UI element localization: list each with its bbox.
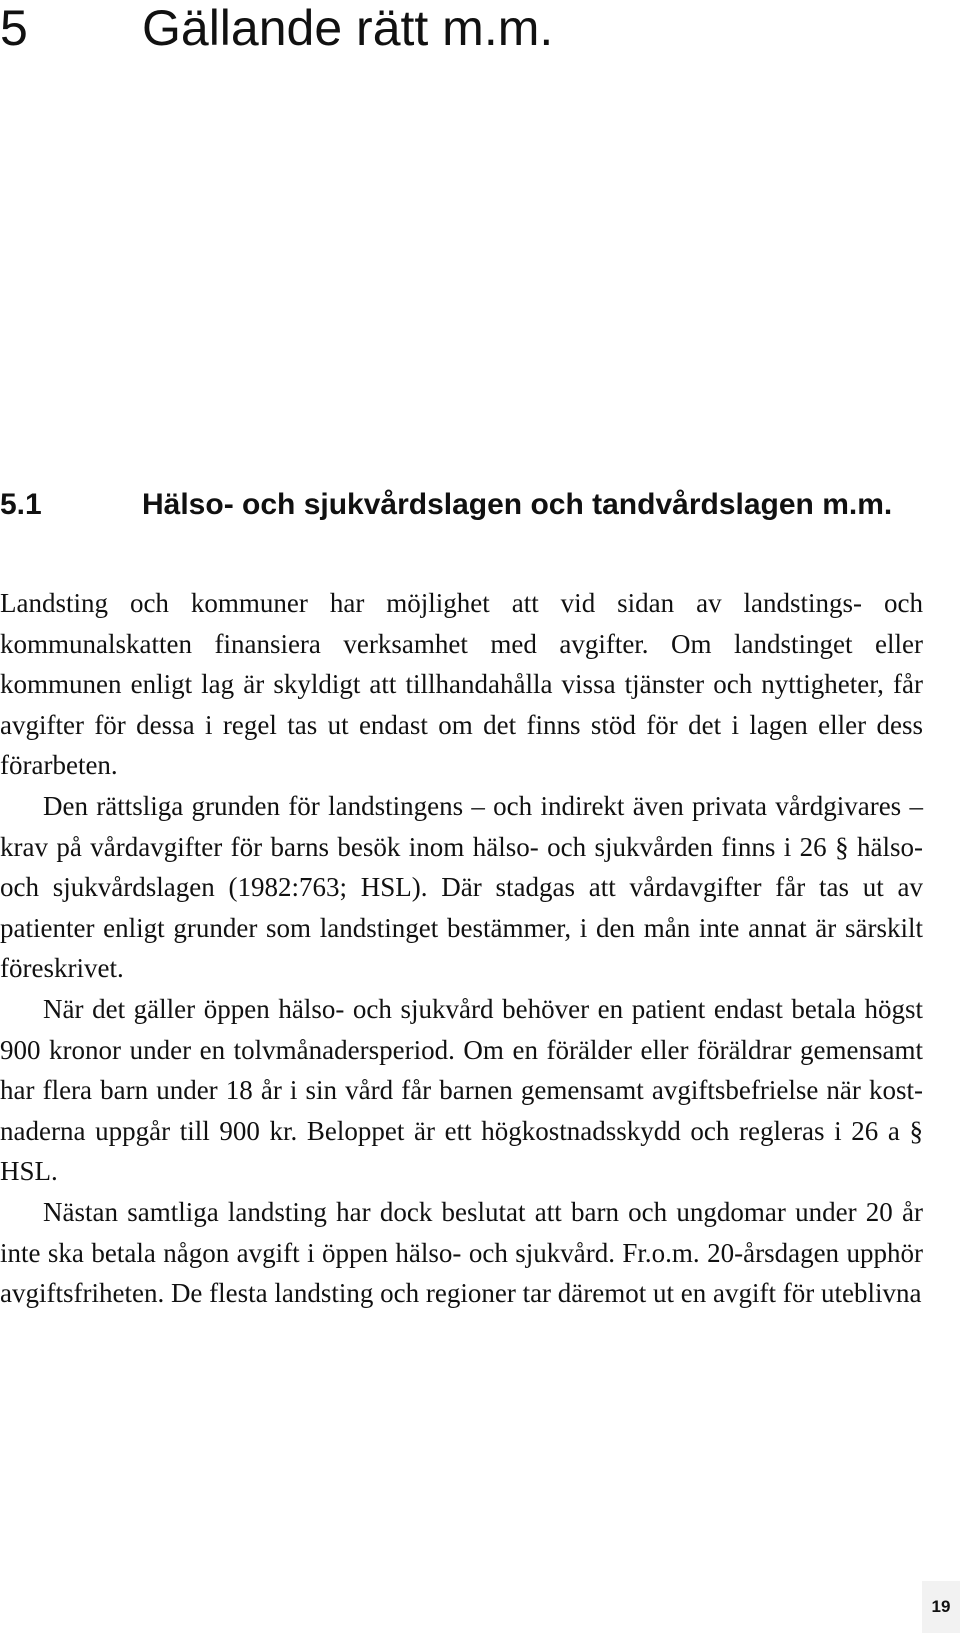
- section-title: Hälso- och sjukvårdslagen och tandvårdslagen m.m.: [142, 488, 893, 521]
- chapter-heading: [0, 0, 553, 56]
- body-text: [0, 583, 923, 1314]
- paragraph: Nästan samtliga landsting har dock beslutat att barn och ungdomar under 20 år inte ska betala någon avgift i öppen hälso- och sjukvård. Fr.o.m. 20-årsdagen upphör avgiftsfriheten. De flesta landsting och regioner tar däremot ut en avgift för uteblivna: [0, 1196, 923, 1309]
- chapter-title: Gällande rätt m.m.: [142, 0, 554, 56]
- section-heading: [0, 480, 950, 530]
- page-number: 19: [922, 1581, 960, 1633]
- paragraph: Den rättsliga grunden för landstingens – och indirekt även privata vårdgivares – krav på vårdavgifter för barns besök inom hälso- och sjukvården finns i 26 § hälso- och sjukvårdslagen (1982:763; HSL). Där stadgas att vårdavgifter får tas ut av patienter enligt grunder som landstinget bestämmer, i den mån inte annat är särskilt föreskrivet.: [0, 790, 923, 984]
- chapter-number: 5: [0, 0, 28, 56]
- paragraph: När det gäller öppen hälso- och sjukvård behöver en patient endast betala högst 900 kronor under en tolvmånadersperiod. Om en förälder eller föräldrar gemensamt har flera barn under 18 år i sin vård får barnen gemensamt avgiftsbefrielse när kostnaderna uppgår till 900 kr. Beloppet är ett högkostnadsskydd och regleras i 26 a § HSL.: [0, 993, 923, 1187]
- section-number: 5.1: [0, 488, 42, 521]
- paragraph: Landsting och kommuner har möjlighet att vid sidan av landstings- och kommunalskatten finansiera verksamhet med avgifter. Om landstinget eller kommunen enligt lag är skyldigt att tillhandahålla vissa tjänster och nyttigheter, får avgifter för dessa i regel tas ut endast om det finns stöd för det i lagen eller dess förarbeten.: [0, 588, 923, 781]
